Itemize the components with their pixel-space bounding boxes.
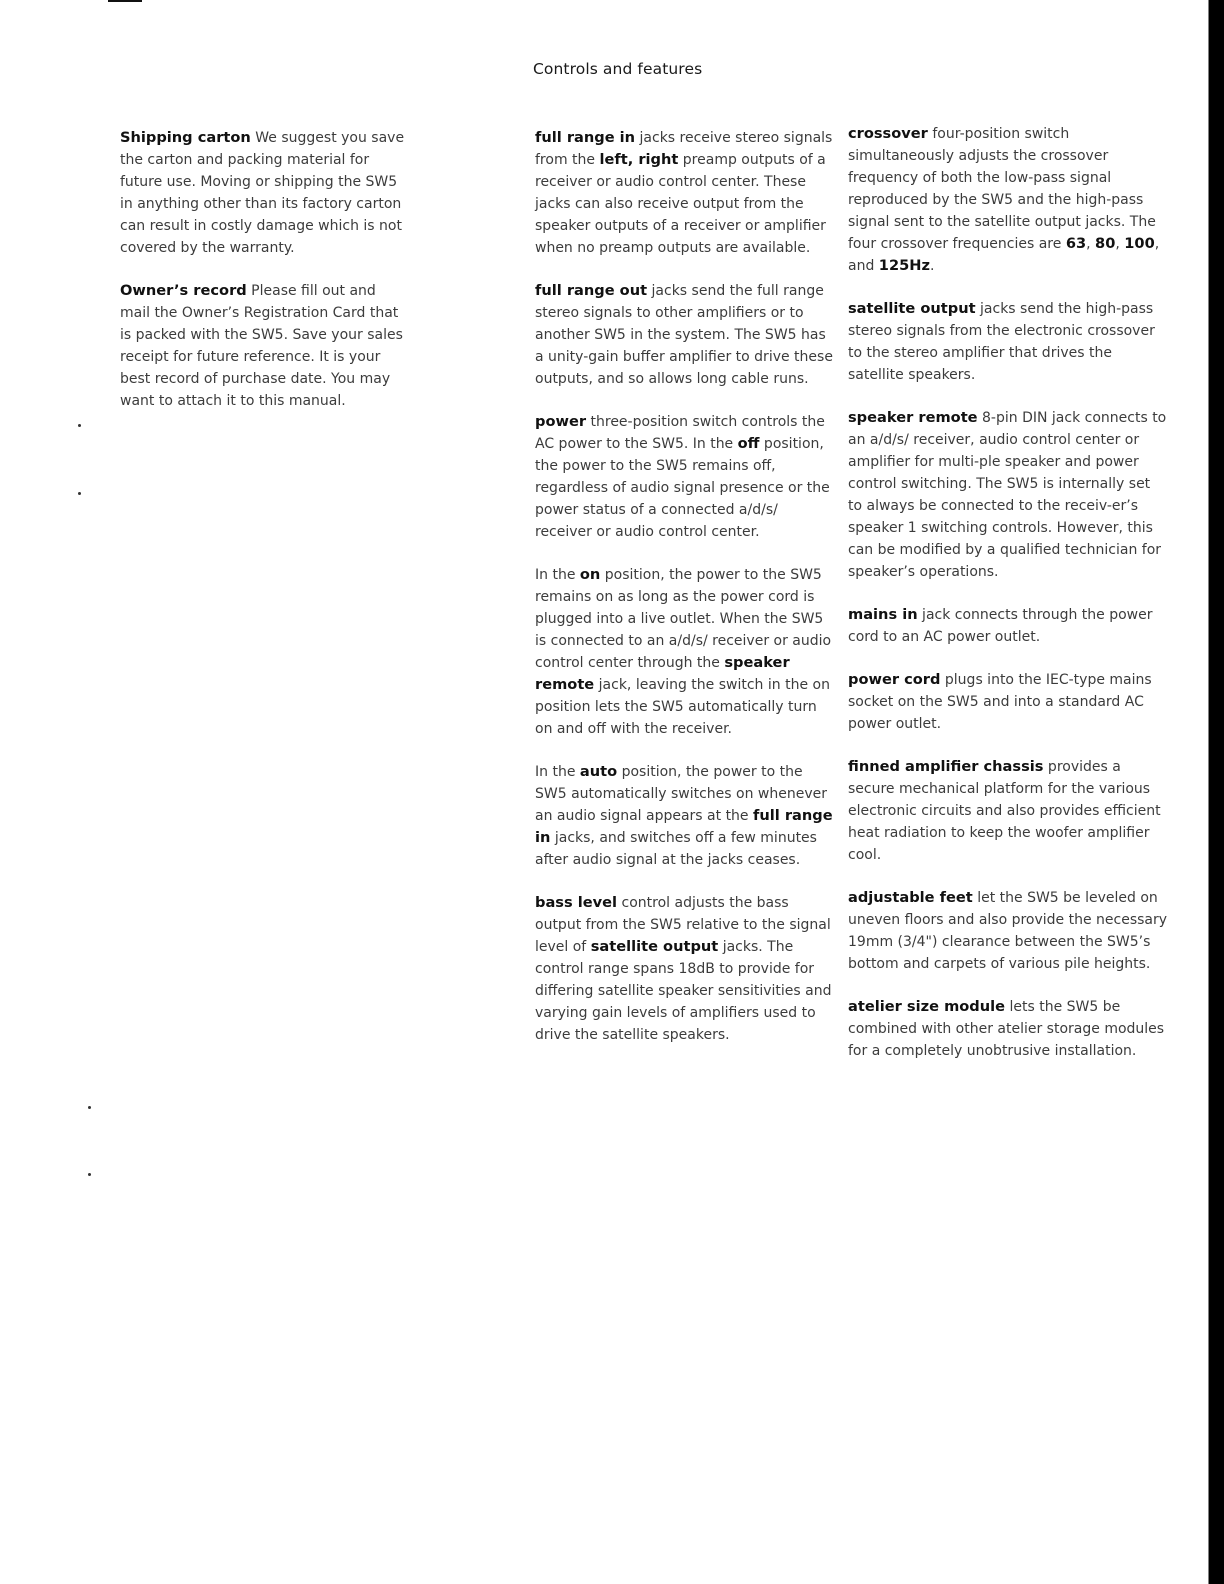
- scan-speck: [88, 1106, 91, 1109]
- scan-speck: [88, 1173, 91, 1176]
- column-left: [120, 127, 410, 433]
- scan-speck: [78, 424, 81, 427]
- para-power-cord: power cord plugs into the IEC-type mains socket on the SW5 and into a standard AC power outlet.: [848, 671, 1152, 732]
- term: satellite output: [848, 300, 976, 317]
- para-satellite-output: satellite output jacks send the high-pass stereo signals from the electronic crossover to the stereo amplifier that drives the satellite speakers.: [848, 300, 1155, 383]
- para-power-auto: In the auto position, the power to the SW5 automatically switches on whenever an audio signal appears at the full range in jacks, and switches off a few minutes after audio signal at the jacks ceases.: [535, 763, 833, 868]
- para-atelier-size-module: atelier size module lets the SW5 be combined with other atelier storage modules for a completely unobtrusive installation.: [848, 998, 1165, 1059]
- term: atelier size module: [848, 998, 1006, 1015]
- page-title: Controls and features: [533, 60, 703, 78]
- para-mains-in: mains in jack connects through the power cord to an AC power outlet.: [848, 606, 1153, 645]
- para-speaker-remote: speaker remote 8-pin DIN jack connects to an a/d/s/ receiver, audio control center or amplifier for multi-ple speaker and power control switching. The SW5 is internally set to always be connected to the receiv-er’s speaker 1 switching controls. However, this can be modified by a qualified technician for speaker’s operations.: [848, 409, 1167, 580]
- term: speaker remote: [848, 409, 978, 426]
- term: power cord: [848, 671, 941, 688]
- column-right: [848, 123, 1168, 1083]
- scan-edge-top: [108, 0, 142, 2]
- term: full range out: [535, 282, 648, 299]
- term: crossover: [848, 125, 928, 142]
- term: mains in: [848, 606, 918, 623]
- para-full-range-out: full range out jacks send the full range stereo signals to other amplifiers or to another SW5 in the system. The SW5 has a unity-gain buffer amplifier to drive these outputs, and so allows long cable runs.: [535, 282, 833, 387]
- para-crossover: crossover four-position switch simultaneously adjusts the crossover frequency of both the low-pass signal reproduced by the SW5 and the high-pass signal sent to the satellite output jacks. The four crossover frequencies are 63, 80, 100, and 125Hz.: [848, 125, 1160, 274]
- column-middle: [535, 127, 835, 1067]
- term: Shipping carton: [120, 129, 251, 146]
- term: Owner’s record: [120, 282, 247, 299]
- para-finned-amplifier-chassis: finned amplifier chassis provides a secure mechanical platform for the various electronic circuits and also provides efficient heat radiation to keep the woofer amplifier cool.: [848, 758, 1161, 863]
- para-shipping-carton: Shipping carton We suggest you save the carton and packing material for future use. Moving or shipping the SW5 in anything other than its factory carton can result in costly damage which is not covered by the warranty.: [120, 129, 405, 256]
- term: finned amplifier chassis: [848, 758, 1044, 775]
- scan-edge-right: [1198, 0, 1224, 1584]
- para-adjustable-feet: adjustable feet let the SW5 be leveled on uneven floors and also provide the necessary 19mm (3/4") clearance between the SW5’s bottom and carpets of various pile heights.: [848, 889, 1168, 972]
- term: power: [535, 413, 587, 430]
- para-bass-level: bass level control adjusts the bass output from the SW5 relative to the signal level of satellite output jacks. The control range spans 18dB to provide for differing satellite speaker sensitivities and varying gain levels of amplifiers used to drive the satellite speakers.: [535, 894, 832, 1043]
- term: adjustable feet: [848, 889, 973, 906]
- para-full-range-in: full range in jacks receive stereo signals from the left, right preamp outputs of a receiver or audio control center. These jacks can also receive output from the speaker outputs of a receiver or amplifier when no preamp outputs are available.: [535, 129, 833, 256]
- term: bass level: [535, 894, 618, 911]
- term: full range in: [535, 129, 636, 146]
- scan-speck: [78, 492, 81, 495]
- para-owners-record: Owner’s record Please fill out and mail the Owner’s Registration Card that is packed with the SW5. Save your sales receipt for future reference. It is your best record of purchase date. You may want to attach it to this manual.: [120, 282, 403, 409]
- para-power-on: In the on position, the power to the SW5 remains on as long as the power cord is plugged into a live outlet. When the SW5 is connected to an a/d/s/ receiver or audio control center through the speaker remote jack, leaving the switch in the on position lets the SW5 automatically turn on and off with the receiver.: [535, 566, 832, 737]
- para-power: power three-position switch controls the AC power to the SW5. In the off position, the power to the SW5 remains off, regardless of audio signal presence or the power status of a connected a/d/s/ receiver or audio control center.: [535, 413, 830, 540]
